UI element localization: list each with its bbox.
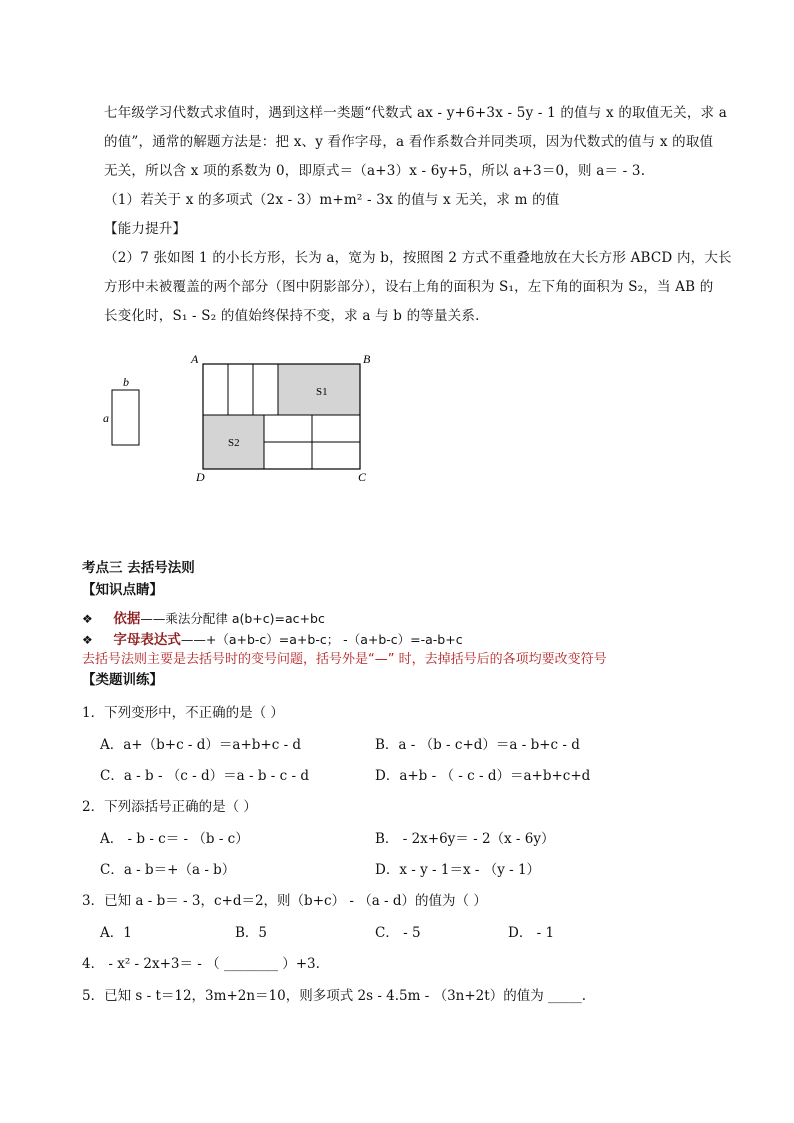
basis-label: 依据 xyxy=(113,611,141,627)
label-b: b xyxy=(123,375,129,389)
formula-text: ——+（a+b-c）=a+b-c； -（a+b-c）=-a-b+c xyxy=(180,632,463,647)
q3-option-d: D． - 1 xyxy=(508,925,555,941)
basis-row xyxy=(82,607,325,627)
q1-option-b: B．a - （b - c+d）＝a - b+c - d xyxy=(375,737,580,753)
q5-stem: 5．已知 s - t＝12，3m+2n＝10，则多项式 2s - 4.5m - （3n+2t）的值为 _____. xyxy=(82,988,587,1004)
q1-option-d: D．a+b - （ - c - d）＝a+b+c+d xyxy=(375,768,591,784)
section-title: 考点三 去括号法则 xyxy=(82,560,195,576)
q2-line-2: 方形中未被覆盖的两个部分（图中阴影部分），设右上角的面积为 S₁，左下角的面积为 S₂，当 AB 的 xyxy=(104,279,714,295)
q4-stem: 4． - x² - 2x+3＝ - （ ________ ）+3. xyxy=(82,956,320,972)
small-rectangle xyxy=(112,390,139,445)
figure-rectangles xyxy=(95,350,385,490)
rule-quote: “—” xyxy=(368,652,395,667)
q2-option-b: B． - 2x+6y＝ - 2（x - 6y） xyxy=(375,831,555,847)
q3-stem: 3．已知 a - b＝ - 3，c+d＝2，则（b+c） - （a - d）的值为（ ） xyxy=(82,893,487,909)
q2-line-1: （2）7 张如图 1 的小长方形，长为 a，宽为 b，按照图 2 方式不重叠地放在大长方形 ABCD 内，大长 xyxy=(104,250,732,266)
s1-label: S1 xyxy=(316,386,328,398)
rule-post: 时，去掉括号后的各项均要改变符号 xyxy=(394,652,607,667)
corner-a: A xyxy=(191,352,199,366)
q3-option-b: B．5 xyxy=(235,925,268,941)
q1-option-c: C．a - b - （c - d）＝a - b - c - d xyxy=(100,768,309,784)
q2-option-a: A． - b - c＝ - （b - c） xyxy=(100,831,249,847)
intro-paragraph xyxy=(104,99,732,331)
bullet-icon: ❖ xyxy=(82,633,93,647)
q2-stem: 2．下列添括号正确的是（ ） xyxy=(82,799,257,815)
knowledge-heading: 【知识点睛】 xyxy=(82,582,163,598)
corner-d: D xyxy=(196,470,205,484)
rule-pre: 去括号法则主要是去括号时的变号问题，括号外是 xyxy=(82,652,369,667)
s2-label: S2 xyxy=(228,437,240,449)
question-1-text: （1）若关于 x 的多项式（2x - 3）m+m² - 3x 的值与 x 无关，求 m 的值 xyxy=(104,192,560,208)
q2-option-d: D．x - y - 1＝x - （y - 1） xyxy=(375,862,541,878)
corner-c: C xyxy=(358,470,367,484)
label-a: a xyxy=(103,411,109,425)
formula-row xyxy=(82,628,463,648)
intro-line-1: 七年级学习代数式求值时，遇到这样一类题“代数式 ax - y+6+3x - 5y - 1 的值与 x 的取值无关，求 a xyxy=(104,105,727,121)
corner-b: B xyxy=(363,352,371,366)
rule-text xyxy=(82,648,607,667)
q3-option-c: C． - 5 xyxy=(375,925,421,941)
intro-line-2: 的值”，通常的解题方法是：把 x、y 看作字母，a 看作系数合并同类项，因为代数式的值与 x 的取值 xyxy=(104,134,714,150)
basis-text: ——乘法分配律 a(b+c)=ac+bc xyxy=(140,611,325,626)
q2-line-3: 长变化时，S₁ - S₂ 的值始终保持不变，求 a 与 b 的等量关系. xyxy=(104,308,480,324)
q1-stem: 1．下列变形中，不正确的是（ ） xyxy=(82,705,284,721)
q2-option-c: C．a - b＝+（a - b） xyxy=(100,862,236,878)
practice-heading: 【类题训练】 xyxy=(82,672,163,688)
q1-option-a: A．a+（b+c - d）＝a+b+c - d xyxy=(100,737,302,753)
bullet-icon: ❖ xyxy=(82,612,93,626)
ability-heading: 【能力提升】 xyxy=(104,221,187,237)
formula-label: 字母表达式 xyxy=(113,632,181,648)
q3-option-a: A．1 xyxy=(100,925,132,941)
intro-line-3: 无关，所以含 x 项的系数为 0，即原式＝（a+3）x - 6y+5，所以 a+3＝0，则 a＝ - 3. xyxy=(104,163,646,179)
